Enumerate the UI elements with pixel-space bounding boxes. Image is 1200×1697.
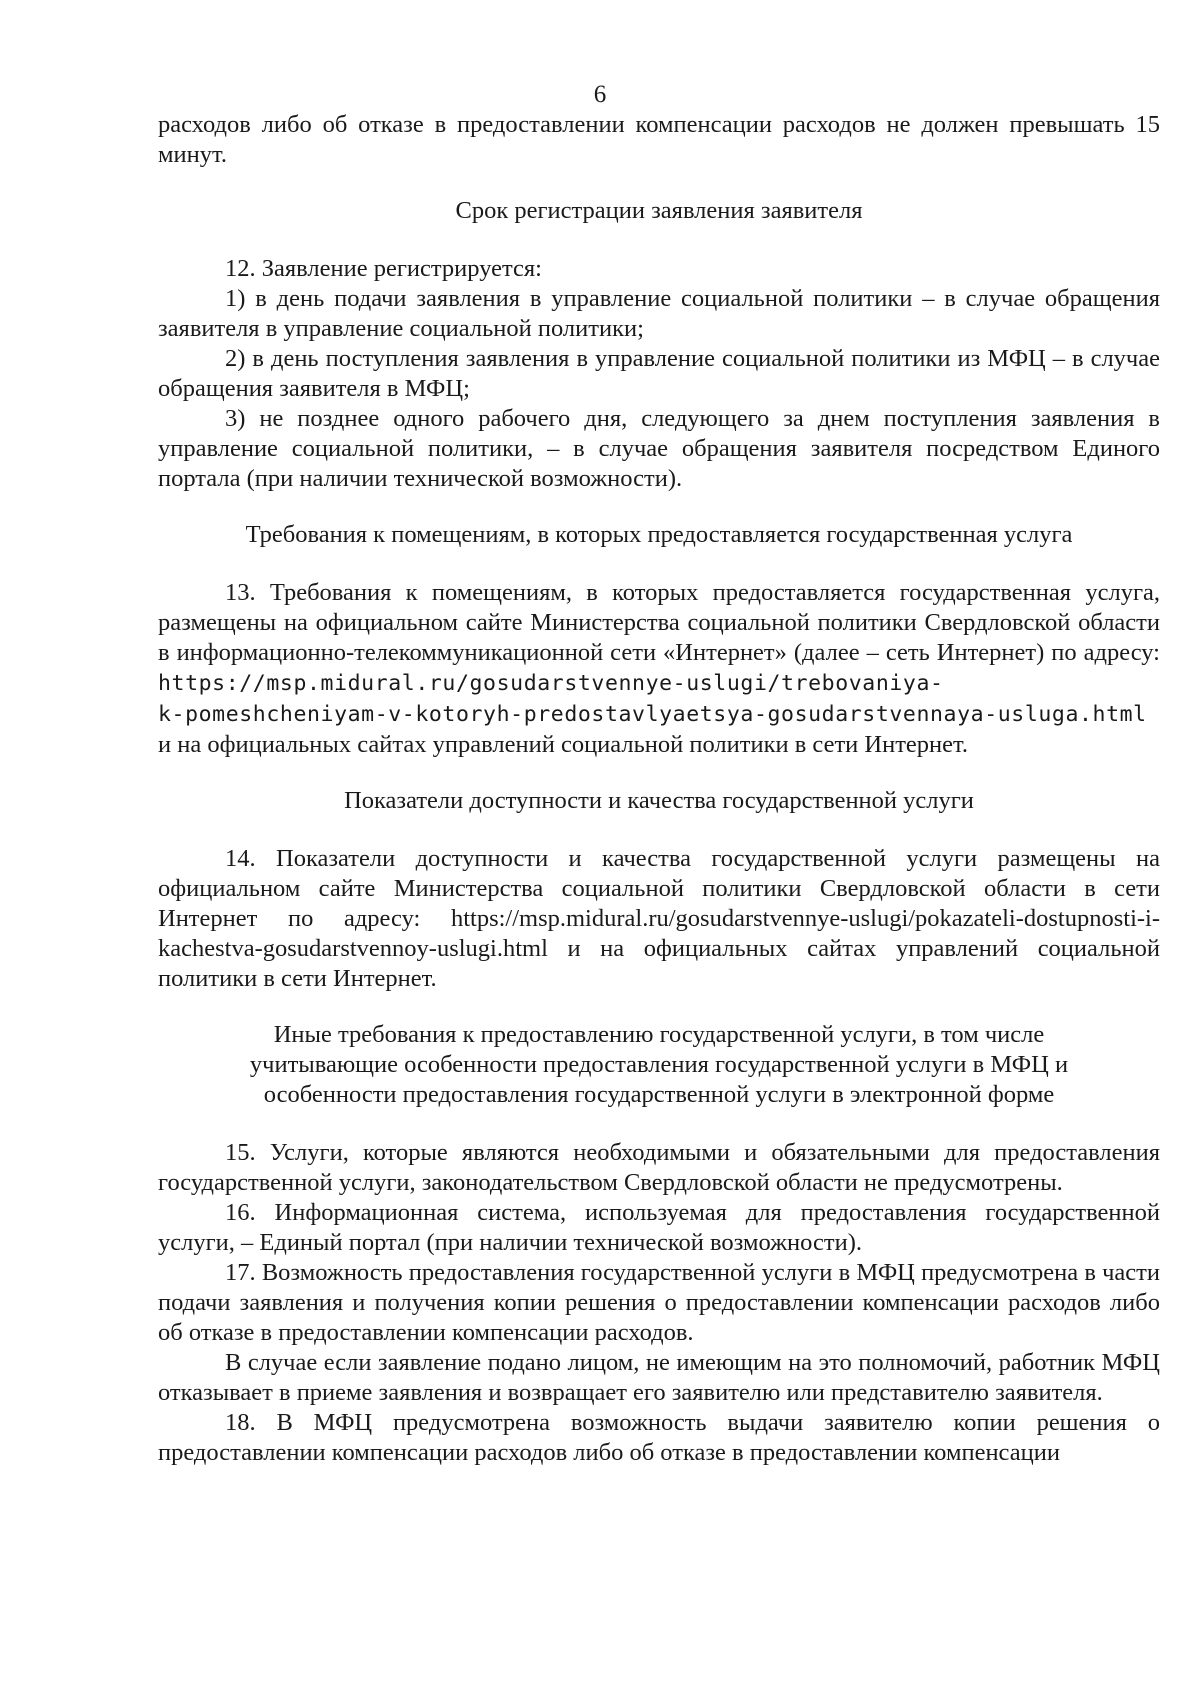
heading-other-requirements: Иные требования к предоставлению государственной услуги, в том числе учитывающие особенности предоставления государственной услуги в МФЦ и особенности предоставления государственной услуги в электронной форме — [249, 1021, 1069, 1108]
paragraph-12-item-3: 3) не позднее одного рабочего дня, следующего за днем поступления заявления в управление социальной политики, – в случае обращения заявителя посредством Единого портала (при наличии технической возможности). — [158, 405, 1160, 492]
paragraph-18: 18. В МФЦ предусмотрена возможность выдачи заявителю копии решения о предоставлении компенсации расходов либо об отказе в предоставлении компенсации — [158, 1409, 1160, 1466]
intro-paragraph: расходов либо об отказе в предоставлении компенсации расходов не должен превышать 15 минут. — [158, 111, 1160, 168]
paragraph-14: 14. Показатели доступности и качества государственной услуги размещены на официальном сайте Министерства социальной политики Свердловской области в сети Интернет по адресу: https://msp.midural.ru/gosudarstvennye-uslugi/pokazateli-dostupnosti-i-kachestva-gosudarstvennoy-uslugi.html и на официальных сайтах управлений социальной политики в сети Интернет. — [158, 845, 1160, 992]
paragraph-17-b: В случае если заявление подано лицом, не имеющим на это полномочий, работник МФЦ отказывает в приеме заявления и возвращает его заявителю или представителю заявителя. — [158, 1349, 1160, 1406]
heading-premises: Требования к помещениям, в которых предоставляется государственная услуга — [245, 521, 1073, 548]
paragraph-17: 17. Возможность предоставления государственной услуги в МФЦ предусмотрена в части подачи заявления и получения копии решения о предоставлении компенсации расходов либо об отказе в предоставлении компенсации расходов. — [158, 1259, 1160, 1346]
paragraph-13-tail: и на официальных сайтах управлений социальной политики в сети Интернет. — [158, 731, 969, 758]
paragraph-12-item-1: 1) в день подачи заявления в управление социальной политики – в случае обращения заявителя в управление социальной политики; — [158, 285, 1160, 342]
paragraph-13 — [158, 578, 1160, 699]
paragraph-13-url-line — [158, 699, 1160, 730]
paragraph-13-url-part-1: https://msp.midural.ru/gosudarstvennye-uslugi/trebovaniya- — [158, 671, 944, 696]
heading-indicators: Показатели доступности и качества государственной услуги — [344, 787, 974, 814]
paragraph-16: 16. Информационная система, используемая для предоставления государственной услуги, – Единый портал (при наличии технической возможности). — [158, 1199, 1160, 1256]
paragraph-12-item-2: 2) в день поступления заявления в управление социальной политики из МФЦ – в случае обращения заявителя в МФЦ; — [158, 345, 1160, 402]
paragraph-13-url-part-2: k-pomeshcheniyam-v-kotoryh-predostavlyaetsya-gosudarstvennaya-usluga.html — [158, 702, 1147, 727]
paragraph-12: 12. Заявление регистрируется: — [225, 255, 542, 282]
heading-registration: Срок регистрации заявления заявителя — [455, 197, 863, 224]
document-body — [158, 110, 1160, 1468]
paragraph-13-text: 13. Требования к помещениям, в которых предоставляется государственная услуга, размещены на официальном сайте Министерства социальной политики Свердловской области в информационно-телекоммуникационной сети «Интернет» (далее – сеть Интернет) по адресу: — [158, 579, 1160, 666]
paragraph-15: 15. Услуги, которые являются необходимыми и обязательными для предоставления государственной услуги, законодательством Свердловской области не предусмотрены. — [158, 1139, 1160, 1196]
page-number: 6 — [593, 81, 607, 108]
